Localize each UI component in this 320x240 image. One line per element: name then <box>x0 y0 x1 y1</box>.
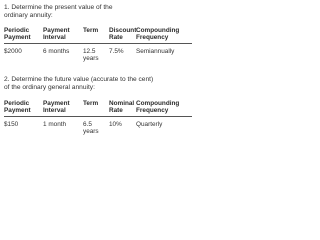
cell-periodic-payment: $150 <box>4 120 19 128</box>
cell-payment-interval: 6 months <box>43 47 70 55</box>
header-discount-rate: Discount Rate <box>109 27 137 42</box>
table-row <box>4 116 192 135</box>
cell-discount-rate: 7.5% <box>109 47 124 55</box>
cell-compounding-frequency: Quarterly <box>136 120 163 128</box>
header-compounding-frequency: Compounding Frequency <box>136 27 192 43</box>
header-nominal-rate: Nominal Rate <box>109 100 135 115</box>
cell-compounding-frequency: Semiannually <box>136 47 175 55</box>
annuity-table-1 <box>4 27 192 63</box>
header-term: Term <box>83 27 109 43</box>
table-header-row <box>4 100 192 116</box>
header-periodic-payment: Periodic Payment <box>4 100 43 116</box>
cell-periodic-payment: $2000 <box>4 47 22 55</box>
header-periodic-payment: Periodic Payment <box>4 27 43 43</box>
header-payment-interval: Payment Interval <box>43 27 83 43</box>
table-header-row <box>4 27 192 43</box>
table-row <box>4 43 192 62</box>
cell-term: 12.5 years <box>83 47 99 63</box>
question-1-prompt: 1. Determine the present value of the ordinary annuity: <box>4 4 113 20</box>
question-2-prompt: 2. Determine the future value (accurate to the cent) of the ordinary general annuity: <box>4 76 154 92</box>
annuity-table-2 <box>4 100 192 136</box>
cell-payment-interval: 1 month <box>43 120 67 128</box>
cell-nominal-rate: 10% <box>109 120 122 128</box>
header-payment-interval: Payment Interval <box>43 100 83 116</box>
header-compounding-frequency: Compounding Frequency <box>136 100 192 116</box>
header-term: Term <box>83 100 109 116</box>
cell-term: 6.5 years <box>83 120 99 136</box>
